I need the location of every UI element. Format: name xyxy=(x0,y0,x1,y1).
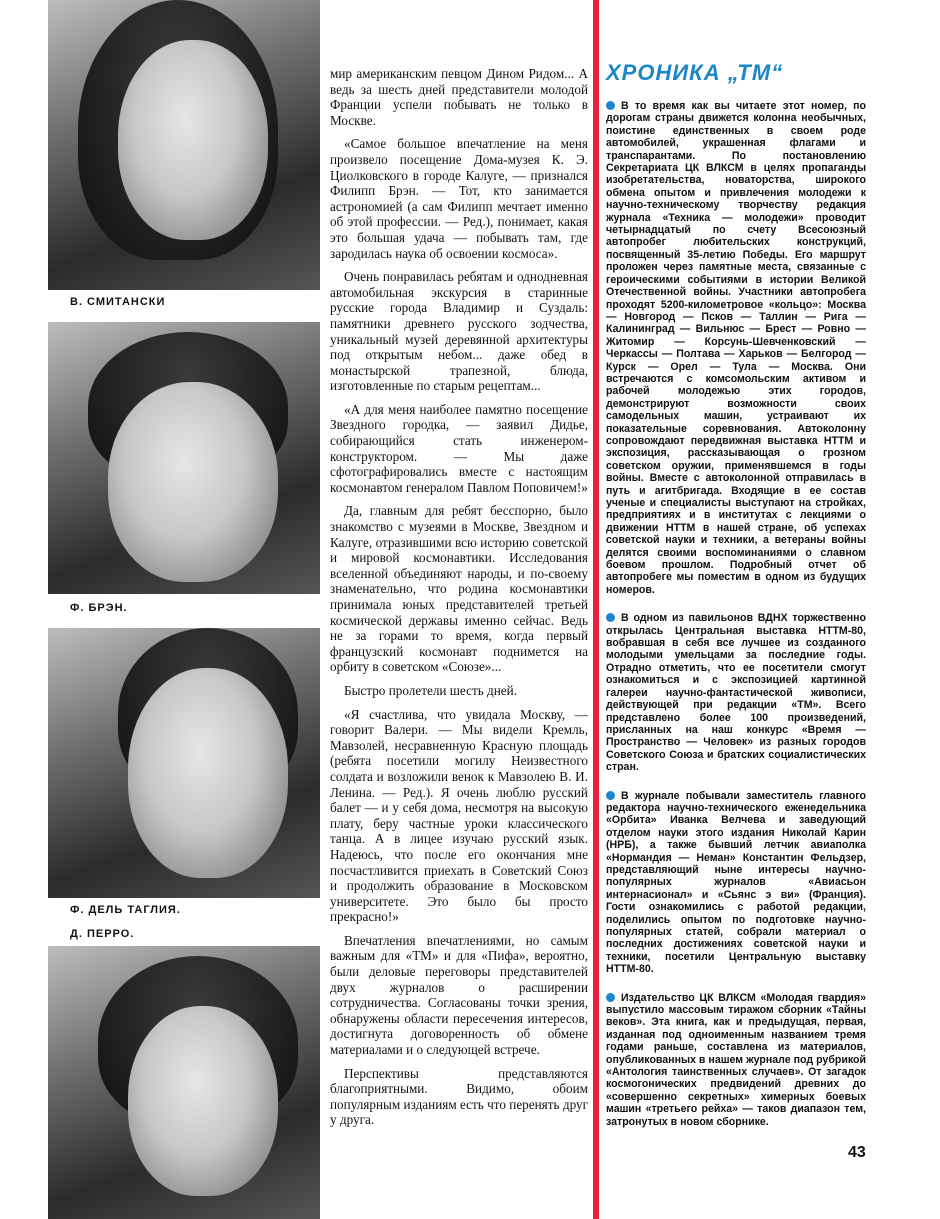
photo-bren xyxy=(48,322,320,594)
chronicle-item-text: Издательство ЦК ВЛКСМ «Молодая гвардия» выпустило массовым тиражом сборник «Тайны веков». Эта книга, как и предыдущая, первая, изданная под одноименным названием тремя годами раньше, составлена из материалов, опубликованных в нашем журнале под рубрикой «Антология таинственных случаев». От загадок космогонических предвидений древних до «совершенно секретных» химерных боевых машин «третьего рейха» — таков диапазон тем, затронутых в новом сборнике. xyxy=(606,991,866,1128)
article-paragraph: Да, главным для ребят бесспорно, было знакомство с музеями в Москве, Звездном и Калуге, отразившими всю историю советской и мировой космонавтики. Исследования вселенной объединяют народы, и по-своему знаменательно, что родина космонавтики принимала юных представителей третьей космической державы именно сейчас. Ведь не за горами то время, когда первый французский космонавт поднимется на орбиту в советском «Союзе»... xyxy=(330,503,588,675)
photo-del-taglia xyxy=(48,628,320,898)
chronicle-title: ХРОНИКА „ТМ“ xyxy=(606,60,784,85)
photo-smitanski xyxy=(48,0,320,290)
chronicle-item xyxy=(606,100,866,596)
bullet-icon xyxy=(606,101,615,110)
chronicle-item xyxy=(606,612,866,773)
chronicle-item xyxy=(606,790,866,976)
article-paragraph: Впечатления впечатлениями, но самым важным для «ТМ» и для «Пифа», вероятно, были деловые переговоры представителей двух журналов о расширении сотрудничества. Согласованы точки зрения, обнаружены области пересечения интересов, достигнута договоренность об обмене материалами и о следующей встрече. xyxy=(330,932,588,1058)
photo-perro xyxy=(48,946,320,1219)
face-shape xyxy=(118,40,268,240)
chronicle-item-text: В одном из павильонов ВДНХ торжественно открылась Центральная выставка НТТМ-80, вобравшая в себя все лучшее из созданного молодыми умельцами за последние годы. Отрадно отметить, что ее посетители смогут ознакомиться и с экспозицией картинной галереи научно-фантастической живописи, действующей при редакции «ТМ». Всего представлено более 100 произведений, присланных на наш конкурс «Время — Пространство — Человек» из разных городов Советского Союза и братских социалистических стран. xyxy=(606,612,866,774)
face-shape xyxy=(128,1006,278,1196)
article-paragraph: Быстро пролетели шесть дней. xyxy=(344,682,517,698)
chronicle-item-text: В журнале побывали заместитель главного редактора научно-технического еженедельника «Орбита» Иванка Велчева и заведующий отделом науки этого издания Николай Карин (НРБ), а также бывший летчик авиаполка «Нормандия — Неман» Константин Фельдзер, представляющий ныне интересы научно-популярных журналов «Авиасьон интернасионал» и «Сьянс э ви» (Франция). Гости ознакомились с работой редакции, поделились опытом по подготовке научно-популярных статей, собрали материал о последних достижениях советской науки и техники, посетили Центральную выставку НТТМ-80. xyxy=(606,789,866,976)
photo-caption-2: Ф. БРЭН. xyxy=(70,602,128,614)
article-paragraph: мир американским певцом Дином Ридом... А ведь за шесть дней представители молодой Франции успели побывать не только в Москве. xyxy=(330,66,588,128)
bullet-icon xyxy=(606,613,615,622)
face-shape xyxy=(128,668,288,878)
chronicle-item xyxy=(606,992,866,1128)
bullet-icon xyxy=(606,993,615,1002)
page-number: 43 xyxy=(848,1144,866,1161)
bullet-icon xyxy=(606,791,615,800)
article-column xyxy=(330,66,588,1136)
article-paragraph: «Самое большое впечатление на меня произвело посещение Дома-музея К. Э. Циолковского в городе Калуге, — признался Филипп Брэн. — Тот, кто занимается астрономией (а сам Филипп мечтает именно об этой профессии. — Ред.), понимает, какая это большая удача — побывать там, где зародилась наука об освоении космоса». xyxy=(330,136,588,261)
photo-caption-3: Ф. ДЕЛЬ ТАГЛИЯ. xyxy=(70,904,181,916)
photo-caption-1: В. СМИТАНСКИ xyxy=(70,296,166,308)
article-paragraph: Перспективы представляются благоприятными. Видимо, обоим популярным изданиям есть что перенять друг у друга. xyxy=(330,1065,588,1128)
article-paragraph: «А для меня наиболее памятно посещение Звездного городка, — заявил Дидье, собирающийся стать инженером-конструктором. — Мы даже сфотографировались вместе с настоящим космонавтом генералом Павлом Поповичем!» xyxy=(330,401,588,495)
article-paragraph: «Я счастлива, что увидала Москву, — говорит Валери. — Мы видели Кремль, Мавзолей, несравненную Красную площадь (ребята посетили могилу Неизвестного солдата и возложили венок к Мавзолею В. И. Ленина. — Ред.). Я очень люблю русский балет — и у себя дома, несмотря на высокую плату, беру частные уроки классического танца. А в лицее изучаю русский язык. Надеюсь, что после его окончания мне посчастливится приехать в Советский Союз и продолжить образование в Московском университете. Это было бы просто прекрасно!» xyxy=(330,706,588,925)
red-divider-bar xyxy=(593,0,599,1219)
face-shape xyxy=(108,382,278,582)
article-paragraph: Очень понравилась ребятам и однодневная автомобильная экскурсия в старинные русские города Владимир и Суздаль: памятники древнего русского зодчества, уникальный музей деревянной архитектуры под открытым небом... даже обед в монастырской трапезной, блюда, изготовленные по старым рецептам... xyxy=(330,269,588,394)
photo-caption-4: Д. ПЕРРО. xyxy=(70,928,135,940)
chronicle-column xyxy=(606,60,866,1144)
chronicle-item-text: В то время как вы читаете этот номер, по дорогам страны движется колонна необычных, поистине единственных в своем роде автомобилей, украшенная флагами и транспарантами. По постановлению Секретариата ЦК ВЛКСМ в целях пропаганды изобретательства, новаторства, широкого обмена опытом и привлечения молодежи к научно-техническому творчеству редакция журнала «Техника — молодежи» проводит четырнадцатый по счету Всесоюзный автопробег любительских конструкций, посвященный 35-летию Победы. Его маршрут проложен через памятные места, связанные с героическими событиями в истории Великой Отечественной войны. Участники автопробега проходят 5200-километровое «кольцо»: Москва — Новгород — Псков — Таллин — Рига — Калининград — Вильнюс — Брест — Ровно — Житомир — Корсунь-Шевченковский — Черкассы — Полтава — Харьков — Белгород — Курск — Орел — Тула — Москва. Они встречаются с комсомольским активом и рабочей молодежью этих городов, демонстрируют возможности своих самодельных машин, устраивают их показательные соревнования. Автоколонну сопровождают передвижная выставка НТТМ и экспозиция, рассказывающая о грозном советском оружии, применявшемся в годы войны. Вместе с автоколонной отправилась в путь и агитбригада. Входящие в ее состав ученые и специалисты выступают на стройках, предприятиях и в институтах с лекциями о движении НТТМ в нашей стране, об успехах советской науки и техники, а ветераны войны делятся своими воспоминаниями о славном боевом прошлом. Подробный отчет об автопробеге мы поместим в одном из будущих номеров. xyxy=(606,100,866,596)
